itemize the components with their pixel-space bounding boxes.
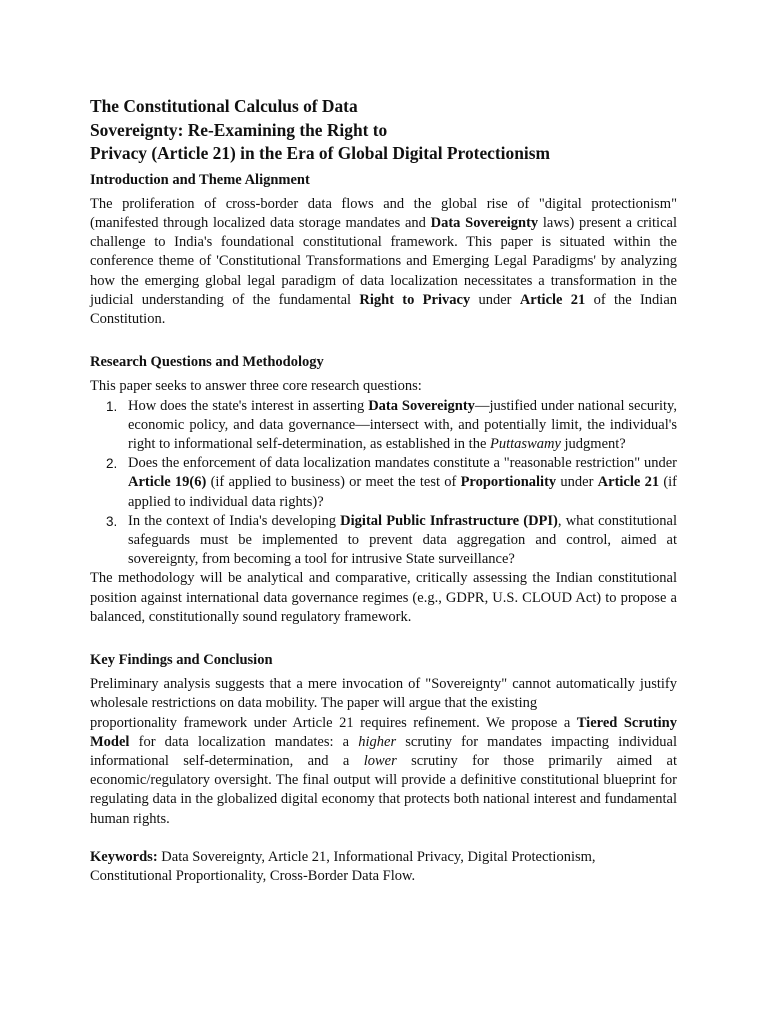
list-bold: Article 19(6) xyxy=(128,474,207,491)
keywords-label: Keywords: xyxy=(90,848,158,865)
list-number: 2. xyxy=(106,456,118,472)
research-questions-list xyxy=(90,397,677,570)
intro-text: The proliferation of cross-border data flows and the global rise of "digital protectionism" (manifested through localized data storage mandates and xyxy=(90,195,677,231)
findings-italic: lower xyxy=(363,752,397,769)
intro-bold: Right to Privacy xyxy=(359,291,471,308)
findings-text: scrutiny for those primarily aimed at economic/regulatory oversight. The final output will provide a definitive constitutional blueprint for regulating data in the globalized digital economy that protects both national interest and fundamental human rights. xyxy=(90,752,677,827)
list-text: —justified under national security, economic policy, and data governance—intersect with, and potentially limit, the individual's right to informational self-determination, as established in the xyxy=(128,397,677,452)
list-bold: Proportionality xyxy=(460,474,557,491)
findings-text: for data localization mandates: a xyxy=(129,733,359,750)
list-bold: Article 21 xyxy=(597,474,660,491)
methodology-paragraph: The methodology will be analytical and comparative, critically assessing the Indian constitutional position against international data governance regimes (e.g., GDPR, U.S. CLOUD Act) to propose a balanced, constitutionally sound regulatory framework. xyxy=(90,570,677,625)
findings-heading: Key Findings and Conclusion xyxy=(90,651,273,668)
methods-lead: This paper seeks to answer three core research questions: xyxy=(90,378,422,395)
findings-bold: Tiered Scrutiny Model xyxy=(90,714,677,750)
intro-text: laws) present a critical challenge to India's foundational constitutional framework. This paper is situated within the conference theme of 'Constitutional Transformations and Emerging Legal Paradigms' by analyzing how the emerging global legal paradigm of data localization necessitates a transformation in the judicial understanding of the fundamental xyxy=(90,214,677,308)
list-text: (if applied to individual data rights)? xyxy=(128,474,678,510)
findings-italic: higher xyxy=(358,733,397,750)
document-page xyxy=(90,95,677,886)
list-bold: Digital Public Infrastructure (DPI) xyxy=(340,512,558,529)
list-item xyxy=(90,454,677,512)
keywords-text: Constitutional Proportionality, Cross-Border Data Flow. xyxy=(90,868,416,884)
list-bold: Data Sovereignty xyxy=(368,397,475,414)
list-number: 3. xyxy=(106,513,118,529)
list-text: Does the enforcement of data localization mandates constitute a "reasonable restriction" under xyxy=(128,455,677,472)
list-text: under xyxy=(556,474,598,491)
findings-text: scrutiny for mandates impacting individual informational self-determination, and a xyxy=(90,733,677,769)
title-line-2: Sovereignty: Re-Examining the Right to xyxy=(90,119,388,140)
findings-paragraph xyxy=(90,675,677,829)
methods-heading: Research Questions and Methodology xyxy=(90,354,324,371)
keywords-text: Data Sovereignty, Article 21, Informational Privacy, Digital Protectionism, xyxy=(157,848,596,865)
document-title xyxy=(90,95,677,166)
list-number: 1. xyxy=(106,398,118,414)
title-line-1: The Constitutional Calculus of Data xyxy=(90,96,358,116)
findings-text: proportionality framework under Article 21 requires refinement. We propose a xyxy=(90,714,577,731)
intro-bold: Article 21 xyxy=(519,291,586,308)
intro-text: under xyxy=(470,291,520,308)
list-text: (if applied to business) or meet the test of xyxy=(206,474,461,491)
keywords-paragraph xyxy=(90,848,677,886)
list-text: judgment? xyxy=(560,435,626,452)
list-text: How does the state's interest in asserting xyxy=(128,397,369,414)
list-italic: Puttaswamy xyxy=(490,435,561,452)
intro-heading: Introduction and Theme Alignment xyxy=(90,171,310,188)
intro-paragraph xyxy=(90,195,677,329)
intro-bold: Data Sovereignty xyxy=(430,214,539,231)
list-item xyxy=(90,397,677,455)
title-line-3: Privacy (Article 21) in the Era of Global Digital Protectionism xyxy=(90,143,550,163)
list-item xyxy=(90,512,677,570)
intro-text: of the Indian Constitution. xyxy=(90,291,678,327)
list-text: , what constitutional safeguards must be implemented to prevent data aggregation and control, aimed at sovereignty, from becoming a tool for intrusive State surveillance? xyxy=(128,512,678,568)
findings-text: Preliminary analysis suggests that a mere invocation of "Sovereignty" cannot automatically justify wholesale restrictions on data mobility. The paper will argue that the existing xyxy=(90,676,677,712)
list-text: In the context of India's developing xyxy=(128,512,341,529)
